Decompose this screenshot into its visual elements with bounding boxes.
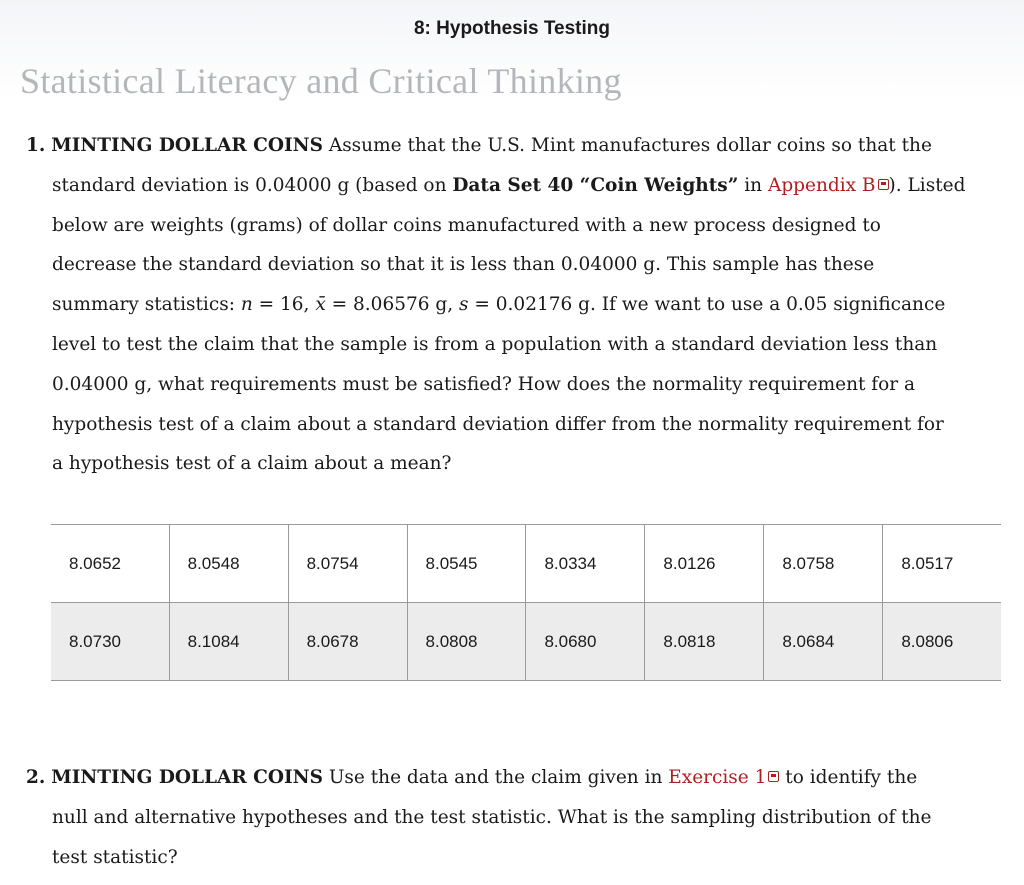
table-cell: 8.0334 xyxy=(526,525,645,603)
exercise-1-line-3: below are weights (grams) of dollar coins manufactured with a new process designed to xyxy=(52,214,881,236)
table-cell: 8.0652 xyxy=(51,525,169,603)
exercise-2 xyxy=(26,758,1001,877)
exercise-text: in xyxy=(738,174,768,196)
exercise-1-line-8: hypothesis test of a claim about a standard deviation differ from the normality requirement for xyxy=(52,413,944,435)
table-cell: 8.0730 xyxy=(51,603,169,681)
table-cell: 8.0517 xyxy=(883,525,1001,603)
table-row xyxy=(51,525,1001,603)
table-cell: 8.0818 xyxy=(645,603,764,681)
exercise-1-line-9: a hypothesis test of a claim about a mean? xyxy=(52,453,452,475)
external-link-icon[interactable] xyxy=(768,771,779,782)
exercise-title: MINTING DOLLAR COINS xyxy=(51,767,323,788)
math-xbar: x̄ xyxy=(315,294,326,316)
exercise-text: = 16, xyxy=(252,294,316,316)
exercise-text: ). Listed xyxy=(888,174,966,196)
exercise-number: 1. xyxy=(26,135,46,156)
table-cell: 8.0545 xyxy=(407,525,526,603)
table-cell: 8.0548 xyxy=(169,525,288,603)
table-cell: 8.1084 xyxy=(169,603,288,681)
exercise-text: = 8.06576 g, xyxy=(325,294,460,316)
table-cell: 8.0678 xyxy=(288,603,407,681)
exercise-1-line-2 xyxy=(26,166,1001,206)
table-row xyxy=(51,603,1001,681)
exercise-text: Use the data and the claim given in xyxy=(328,767,669,788)
exercise-text: Assume that the U.S. Mint manufactures dollar coins so that the xyxy=(328,135,932,156)
exercise-2-line-1 xyxy=(26,758,1001,798)
section-title: Statistical Literacy and Critical Thinking xyxy=(20,61,622,101)
math-s: s xyxy=(459,294,469,316)
appendix-b-link[interactable]: Appendix B xyxy=(767,174,876,196)
exercise-number: 2. xyxy=(26,767,46,788)
exercise-2-line-3: test statistic? xyxy=(52,846,178,868)
exercise-1-line-5 xyxy=(26,285,1001,325)
chapter-title: 8: Hypothesis Testing xyxy=(413,18,610,39)
dataset-reference: Data Set 40 “Coin Weights” xyxy=(452,174,739,196)
table-cell: 8.0680 xyxy=(526,603,645,681)
exercise-2-line-2: null and alternative hypotheses and the test statistic. What is the sampling distribution of the xyxy=(52,806,932,828)
table-cell: 8.0808 xyxy=(407,603,526,681)
exercise-text: summary statistics: xyxy=(52,294,241,316)
exercise-text: = 0.02176 g. If we want to use a 0.05 significance xyxy=(468,294,946,316)
table-cell: 8.0758 xyxy=(764,525,883,603)
exercise-1-line-6: level to test the claim that the sample is from a population with a standard deviation less than xyxy=(52,333,938,355)
exercise-1-line-7: 0.04000 g, what requirements must be satisfied? How does the normality requirement for a xyxy=(52,373,916,395)
exercise-1-link[interactable]: Exercise 1 xyxy=(668,767,767,788)
exercise-1 xyxy=(26,126,1001,484)
exercise-text: to identify the xyxy=(779,767,918,788)
table-cell: 8.0126 xyxy=(645,525,764,603)
exercise-1-line-1 xyxy=(26,126,1001,166)
external-link-icon[interactable] xyxy=(878,179,889,190)
exercise-1-line-4: decrease the standard deviation so that it is less than 0.04000 g. This sample has these xyxy=(52,254,875,276)
exercise-text: standard deviation is 0.04000 g (based on xyxy=(52,174,453,196)
table-cell: 8.0754 xyxy=(288,525,407,603)
table-cell: 8.0684 xyxy=(764,603,883,681)
exercise-title: MINTING DOLLAR COINS xyxy=(51,135,323,156)
table-cell: 8.0806 xyxy=(883,603,1001,681)
math-n: n xyxy=(240,294,253,316)
coin-weights-table xyxy=(51,524,1001,681)
